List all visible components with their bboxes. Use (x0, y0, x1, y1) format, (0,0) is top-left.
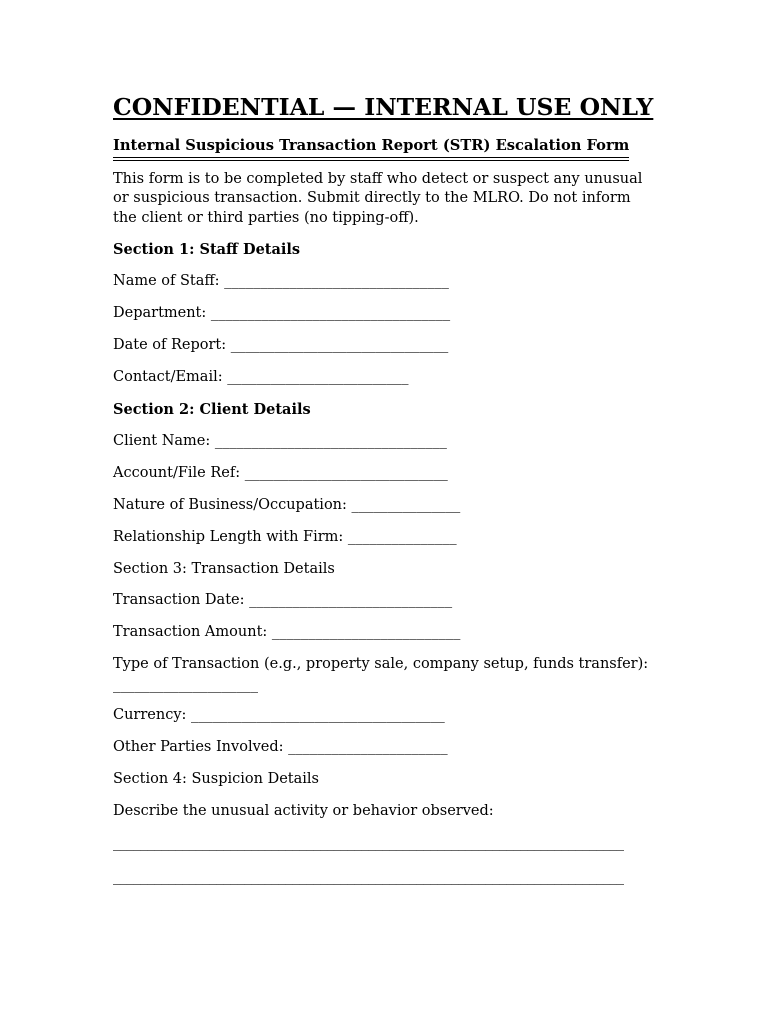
field-account-file-ref: Account/File Ref: ____________________________ (113, 465, 448, 481)
field-name-of-staff: Name of Staff: _______________________________ (113, 273, 449, 289)
suspicion-prompt: Describe the unusual activity or behavior observed: (113, 803, 494, 819)
field-department: Department: _________________________________ (113, 305, 451, 321)
field-client-name: Client Name: ________________________________ (113, 433, 447, 449)
suspicion-answer-line-2: __________________________________________________________________________ (113, 869, 624, 885)
form-subtitle (113, 136, 629, 158)
field-transaction-date: Transaction Date: ____________________________ (113, 592, 453, 608)
form-subtitle-text: Internal Suspicious Transaction Report (STR) Escalation Form (113, 136, 629, 158)
section-3-heading: Section 3: Transaction Details (113, 561, 335, 577)
suspicion-answer-line-1: __________________________________________________________________________ (113, 835, 624, 851)
field-type-of-transaction: Type of Transaction (e.g., property sale, company setup, funds transfer): (113, 656, 649, 672)
field-other-parties: Other Parties Involved: ______________________ (113, 739, 448, 755)
intro-paragraph: This form is to be completed by staff who detect or suspect any unusual or suspicious transaction. Submit directly to the MLRO. Do not inform the client or third parties (no tipping-off). (113, 171, 643, 226)
field-currency: Currency: ___________________________________ (113, 707, 445, 723)
field-type-of-transaction-blank: ____________________ (113, 677, 258, 693)
section-1-heading: Section 1: Staff Details (113, 241, 301, 258)
field-nature-of-business: Nature of Business/Occupation: _______________ (113, 497, 461, 513)
section-2-heading: Section 2: Client Details (113, 401, 311, 418)
field-date-of-report: Date of Report: ______________________________ (113, 337, 449, 353)
section-4-heading: Section 4: Suspicion Details (113, 771, 319, 787)
field-relationship-length: Relationship Length with Firm: _______________ (113, 529, 457, 545)
confidential-title: CONFIDENTIAL — INTERNAL USE ONLY (113, 93, 654, 121)
field-transaction-amount: Transaction Amount: __________________________ (113, 624, 461, 640)
field-contact-email: Contact/Email: _________________________ (113, 369, 409, 385)
